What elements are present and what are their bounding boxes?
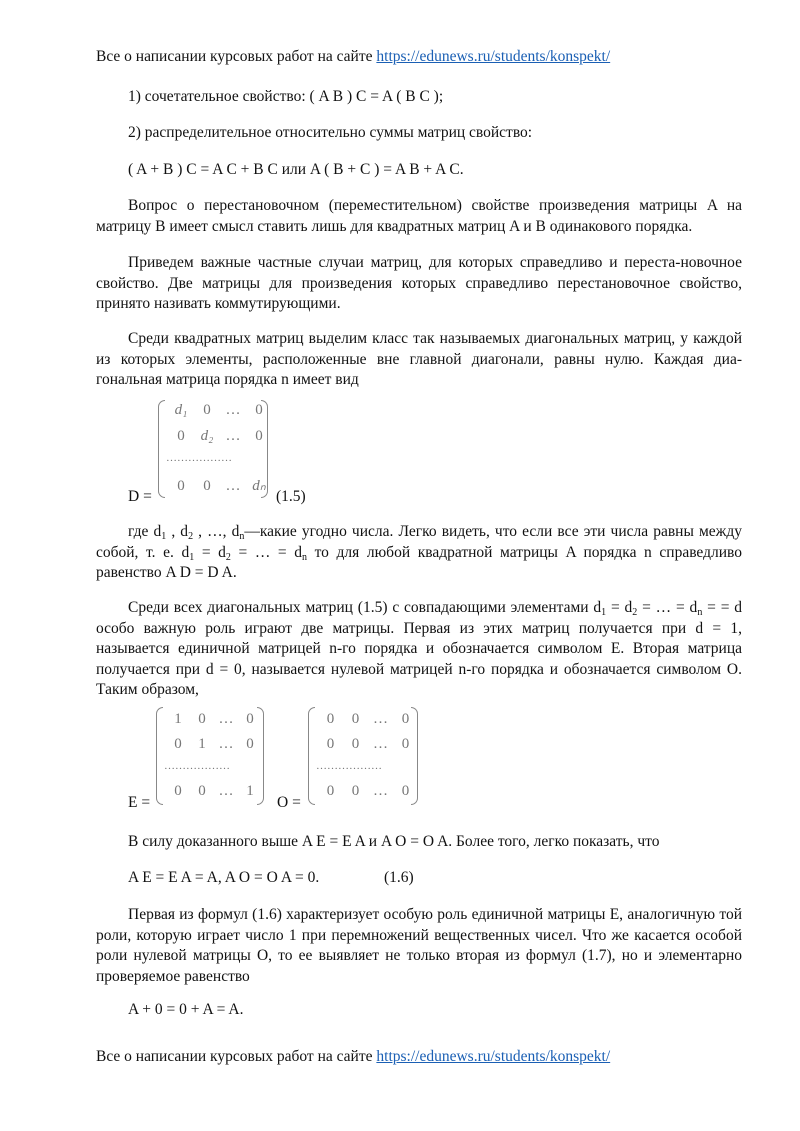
matrix-d-label: D = bbox=[128, 488, 152, 505]
matrix-dots: ……………… bbox=[164, 760, 230, 772]
equation-number-1-6: (1.6) bbox=[384, 869, 414, 886]
matrix-o-label: O = bbox=[277, 794, 301, 811]
paragraph-arbitrary-numbers: где $d_1$ , $d_2$ , …, $d_n—какие$ угодно числа. Легко видеть, что если все эти числа равны между собой, т. е. $d_1 = d_2$ = … = $d_n$ то для любой квадратной матрицы A порядка n справедливо равенство A D = D A. bbox=[96, 523, 743, 581]
header-line bbox=[96, 47, 610, 66]
distrib-property: 2) распределительное относительно суммы матриц свойство: bbox=[128, 124, 533, 141]
final-formula: A + 0 = 0 + A = A. bbox=[128, 1001, 244, 1018]
distrib-formula: ( A + B ) C = A C + B C или A ( B + C ) = A B + A C. bbox=[128, 161, 464, 178]
paragraph-commuting-matrices: Приведем важные частные случаи матриц, для которых справедливо и переста-новочное свойство. Две матрицы для произведения которых справедливо перестановочное свойство, принято називать коммутирующими. bbox=[96, 254, 742, 312]
matrix-row: 0 1 … 0 bbox=[174, 736, 254, 752]
paragraph-identity-zero: Среди всех диагональных матриц (1.5) с совпадающими элементами $d_1 = d_2$ = … = $d_n$ = = d особо важную роль играют две матрицы. Первая из этих матриц получается при d = 1, называется единичной матрицей n-го порядка и обозначается символом E. Вторая матрица получается при d = 0, называется нулевой матрицей n-го порядка и обозначается символом O. Таким образом, bbox=[96, 599, 743, 698]
header-text: Все о написании курсовых работ на сайте bbox=[96, 48, 377, 65]
left-bracket bbox=[308, 707, 315, 805]
paragraph-commutative-question: Вопрос о перестановочном (переместительном) свойстве произведения матрицы A на матрицу B имеет смысл ставить лишь для квадратных матриц A и B одинакового порядка. bbox=[96, 197, 742, 235]
equation-number-1-5: (1.5) bbox=[276, 488, 306, 505]
matrix-row: 0 0 … 1 bbox=[174, 783, 254, 799]
matrix-row: 0 0 … 0 bbox=[326, 783, 410, 799]
matrix-e-label: E = bbox=[128, 794, 151, 811]
commute-intro: В силу доказанного выше A E = E A и A O = O A. Более того, легко показать, что bbox=[128, 833, 660, 850]
left-bracket bbox=[158, 400, 165, 498]
paragraph-diagonal-matrices: Среди квадратных матриц выделим класс так называемых диагональных матриц, у каждой из которых элементы, расположенные вне главной диагонали, равны нулю. Каждая диа-гональная матрица порядка n имеет вид bbox=[96, 330, 742, 388]
paragraph-identity-role: Первая из формул (1.6) характеризует особую роль единичной матрицы E, аналогичную той роли, которую играет число 1 при перемножений вещественных чисел. Что же касается особой роли нулевой матрицы O, то ее выявляет не только вторая из формул (1.7), но и элементарно проверяемое равенство bbox=[96, 906, 742, 985]
matrix-row: 1 0 … 0 bbox=[174, 711, 254, 727]
footer-link[interactable]: https://edunews.ru/students/konspekt/ bbox=[376, 1048, 611, 1065]
matrix-o bbox=[308, 707, 418, 805]
matrix-row: 0 d₂ … 0 bbox=[177, 428, 263, 444]
matrix-dots: ……………… bbox=[316, 760, 382, 772]
footer-line bbox=[96, 1047, 610, 1066]
left-bracket bbox=[156, 707, 163, 805]
header-link[interactable]: https://edunews.ru/students/konspekt/ bbox=[376, 48, 611, 65]
matrix-row: 0 0 … 0 bbox=[326, 736, 410, 752]
footer-text: Все о написании курсовых работ на сайте bbox=[96, 1048, 377, 1065]
matrix-row: 0 0 … 0 bbox=[326, 711, 410, 727]
matrix-row: d₁ 0 … 0 bbox=[174, 402, 263, 418]
matrix-e bbox=[156, 707, 264, 805]
matrix-row: 0 0 … dₙ bbox=[177, 478, 266, 494]
assoc-property: 1) сочетательное свойство: ( A B ) C = A ( B C ); bbox=[128, 88, 444, 105]
formula-1-6: A E = E A = A, A O = O A = 0. bbox=[128, 869, 320, 886]
matrix-dots: ……………… bbox=[166, 452, 232, 464]
matrix-d bbox=[158, 400, 268, 498]
